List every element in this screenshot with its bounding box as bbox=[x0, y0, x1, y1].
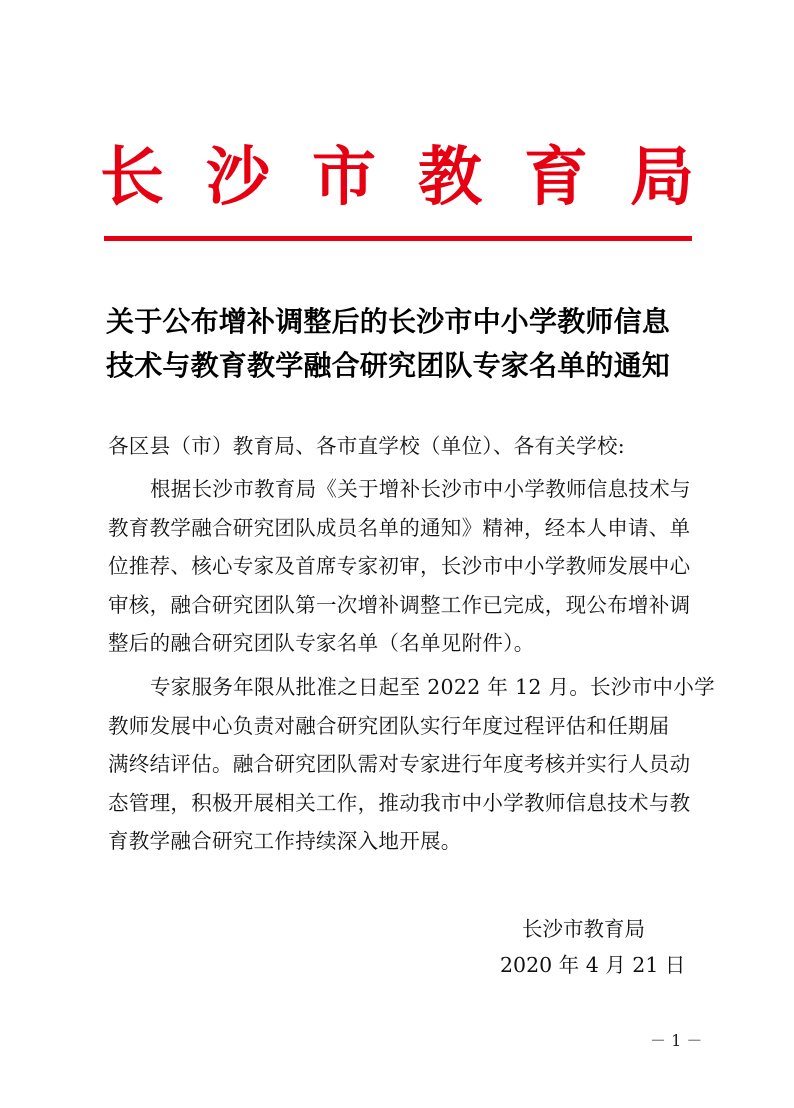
paragraph-line: 育教学融合研究工作持续深入地开展。 bbox=[108, 829, 462, 853]
document-title bbox=[106, 300, 698, 388]
page-number: － 1 － bbox=[650, 1031, 703, 1050]
paragraph-line: 整后的融合研究团队专家名单（名单见附件）。 bbox=[108, 631, 535, 655]
masthead-char: 局 bbox=[630, 140, 694, 215]
masthead-char: 教 bbox=[418, 140, 482, 215]
paragraph-line: 满终结评估。融合研究团队需对专家进行年度考核并实行人员动 bbox=[108, 752, 691, 776]
paragraph-line: 态管理，积极开展相关工作，推动我市中小学教师信息技术与教 bbox=[108, 790, 691, 815]
title-line: 技术与教育教学融合研究团队专家名单的通知 bbox=[106, 349, 671, 382]
salutation: 各区县（市）教育局、各市直学校（单位）、各有关学校: bbox=[108, 434, 625, 458]
paragraph-line: 根据长沙市教育局《关于增补长沙市中小学教师信息技术与 bbox=[150, 477, 691, 501]
title-line: 关于公布增补调整后的长沙市中小学教师信息 bbox=[106, 305, 671, 338]
paragraph-line: 审核，融合研究团队第一次增补调整工作已完成，现公布增补调 bbox=[108, 592, 691, 617]
signature-date: 2020 年 4 月 21 日 bbox=[500, 953, 686, 977]
masthead-org-name bbox=[100, 138, 694, 218]
masthead-char: 长 bbox=[100, 140, 164, 215]
masthead-char: 沙 bbox=[206, 140, 270, 215]
red-divider-line bbox=[104, 236, 692, 241]
paragraph-line: 教育教学融合研究团队成员名单的通知》精神，经本人申请、单 bbox=[108, 515, 691, 540]
masthead-char: 市 bbox=[312, 140, 376, 215]
paragraph-line: 教师发展中心负责对融合研究团队实行年度过程评估和任期届 bbox=[108, 713, 670, 738]
paragraph-line: 位推荐、核心专家及首席专家初审，长沙市中小学教师发展中心 bbox=[108, 554, 691, 578]
paragraph-2 bbox=[108, 668, 715, 861]
paragraph-line: 专家服务年限从批准之日起至 2022 年 12 月。长沙市中小学 bbox=[150, 675, 715, 699]
masthead-char: 育 bbox=[524, 140, 588, 215]
paragraph-1 bbox=[108, 470, 700, 663]
signature-org: 长沙市教育局 bbox=[522, 917, 645, 941]
